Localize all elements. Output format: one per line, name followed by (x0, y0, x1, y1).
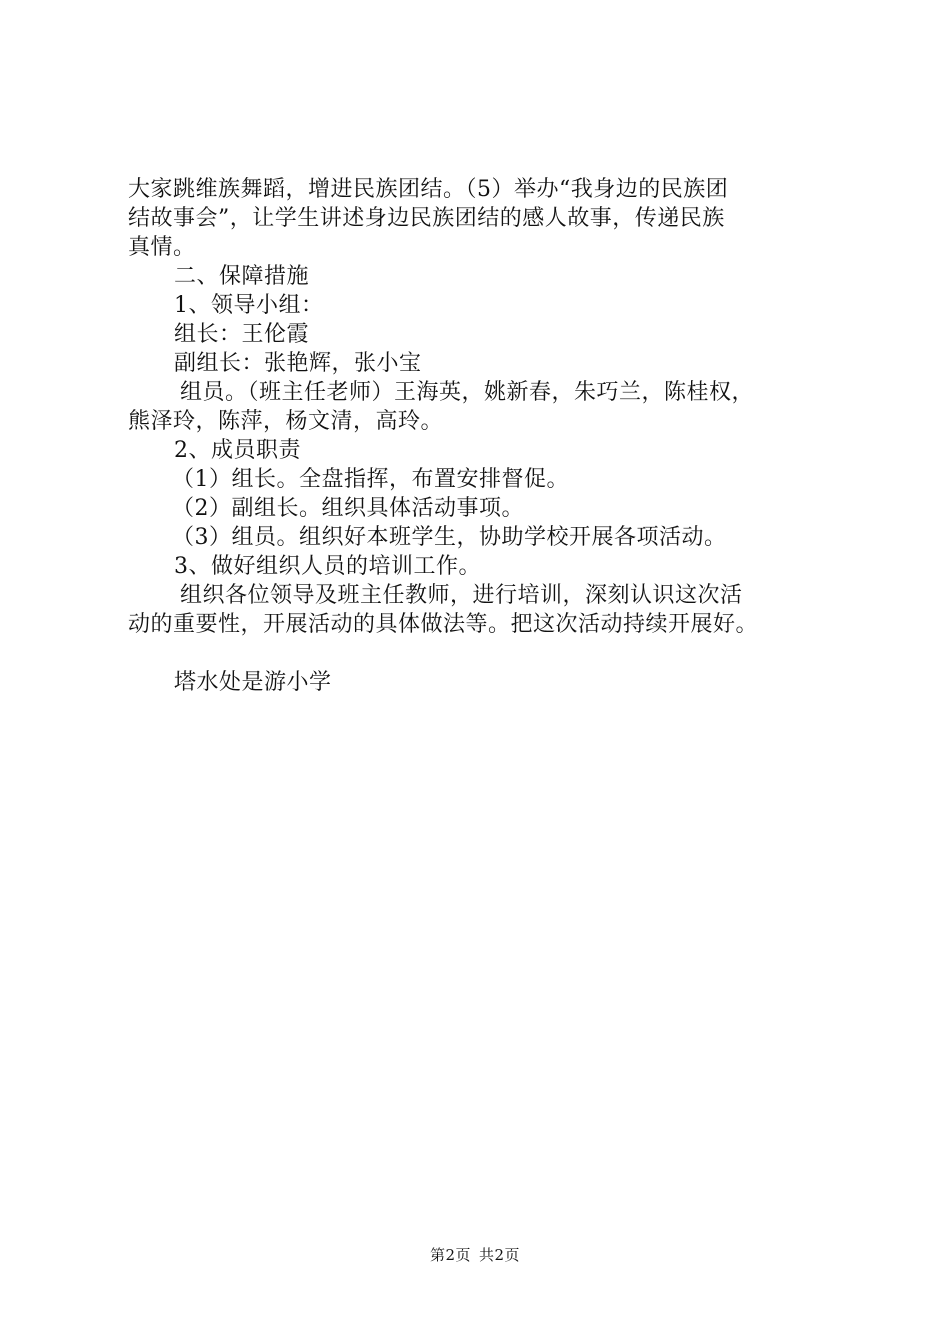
subsection-heading: 1、领导小组： (174, 293, 324, 318)
duty-item: （3）组员。组织好本班学生，协助学校开展各项活动。 (172, 525, 727, 550)
subsection-heading: 2、成员职责 (174, 438, 301, 463)
section-heading: 二、保障措施 (174, 264, 310, 289)
subsection-heading: 3、做好组织人员的培训工作。 (174, 554, 481, 579)
paragraph-line: 结故事会”，让学生讲述身边民族团结的感人故事，传递民族 (128, 206, 725, 231)
paragraph-line: 组织各位领导及班主任教师，进行培训，深刻认识这次活 (180, 583, 743, 608)
group-leader-line: 组长：王伦霞 (174, 322, 310, 347)
duty-item: （2）副组长。组织具体活动事项。 (172, 496, 524, 521)
page-count: 共2页 (479, 1246, 521, 1264)
paragraph-line: 大家跳维族舞蹈，增进民族团结。（5）举办“我身边的民族团 (128, 177, 729, 202)
paragraph-line: 真情。 (128, 235, 196, 260)
deputy-leader-line: 副组长：张艳辉，张小宝 (174, 351, 422, 376)
duty-item: （1）组长。全盘指挥，布置安排督促。 (172, 467, 569, 492)
blank-line (128, 639, 838, 668)
page-footer (0, 1244, 950, 1265)
page-number: 第2页 (429, 1246, 471, 1264)
members-line: 组员。（班主任老师）王海英，姚新春，朱巧兰，陈桂权， (180, 380, 755, 405)
document-body (128, 175, 838, 697)
signature-school-name: 塔水处是游小学 (174, 670, 332, 695)
members-line-continued: 熊泽玲，陈萍，杨文清，高玲。 (128, 409, 444, 434)
paragraph-line: 动的重要性，开展活动的具体做法等。把这次活动持续开展好。 (128, 612, 759, 637)
